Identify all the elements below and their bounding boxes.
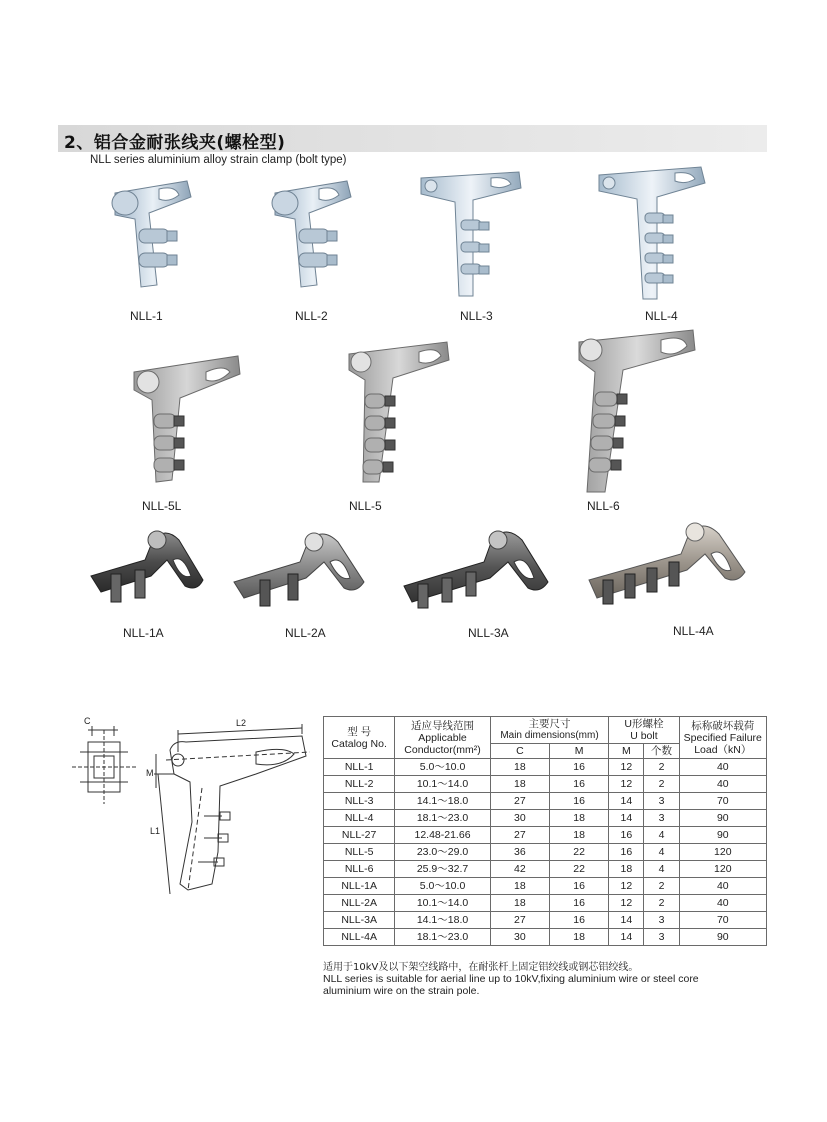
cell-load: 90 (679, 929, 766, 946)
cell-bolt-m: 12 (609, 878, 644, 895)
cell-conductor: 12.48-21.66 (395, 827, 490, 844)
clamp-image (335, 338, 465, 488)
clamp-image (565, 328, 705, 496)
table-row (324, 929, 767, 946)
cell-c: 27 (490, 827, 549, 844)
cell-qty: 3 (644, 793, 679, 810)
product-label: NLL-1 (130, 309, 163, 323)
cell-qty: 3 (644, 912, 679, 929)
cell-m: 16 (550, 776, 609, 793)
header-load-cn: 标称破坏载荷 (691, 719, 755, 732)
product-nll-3a (400, 518, 560, 640)
product-nll-5 (335, 338, 465, 520)
header-load-en1: Specified Failure (683, 731, 762, 744)
spec-table (323, 716, 767, 946)
cell-conductor: 23.0～29.0 (395, 844, 490, 861)
cell-c: 18 (490, 878, 549, 895)
table-row (324, 793, 767, 810)
table-row (324, 895, 767, 912)
product-label: NLL-5L (142, 499, 182, 513)
table-row (324, 759, 767, 776)
table-row (324, 776, 767, 793)
cell-c: 27 (490, 793, 549, 810)
header-model-en: Catalog No. (331, 737, 387, 750)
cell-conductor: 18.1～23.0 (395, 810, 490, 827)
cell-bolt-m: 16 (609, 827, 644, 844)
cell-load: 40 (679, 878, 766, 895)
col-conductor (395, 717, 490, 759)
label-m: M (146, 768, 154, 778)
dimension-diagram (70, 712, 315, 912)
cell-m: 16 (550, 912, 609, 929)
header-dims-en: Main dimensions(mm) (500, 730, 599, 741)
col-catalog (324, 717, 395, 759)
cell-m: 18 (550, 827, 609, 844)
product-nll-4a (585, 512, 755, 640)
cell-qty: 4 (644, 844, 679, 861)
section-subtitle: NLL series aluminium alloy strain clamp (bolt type) (90, 154, 347, 166)
product-label: NLL-4 (645, 309, 678, 323)
product-label: NLL-1A (123, 626, 164, 640)
cell-conductor: 5.0～10.0 (395, 878, 490, 895)
header-conductor-en2: Conductor(mm²) (404, 743, 481, 756)
col-c: C (490, 744, 549, 759)
cell-load: 40 (679, 759, 766, 776)
cell-load: 120 (679, 861, 766, 878)
cell-bolt-m: 12 (609, 895, 644, 912)
cell-bolt-m: 14 (609, 810, 644, 827)
product-nll-4 (595, 165, 725, 325)
cell-bolt-m: 16 (609, 844, 644, 861)
cell-c: 27 (490, 912, 549, 929)
header-model-cn: 型 号 (347, 725, 372, 738)
cell-qty: 3 (644, 810, 679, 827)
cell-m: 16 (550, 878, 609, 895)
cell-qty: 2 (644, 895, 679, 912)
product-nll-2a (230, 520, 380, 640)
header-ubolt-en: U bolt (630, 730, 658, 742)
dimension-drawing (70, 712, 315, 912)
cell-c: 36 (490, 844, 549, 861)
product-nll-2 (255, 175, 395, 325)
clamp-image (120, 350, 260, 490)
label-l1: L1 (150, 826, 161, 836)
cell-m: 22 (550, 844, 609, 861)
product-nll-6 (565, 328, 705, 520)
cell-load: 90 (679, 827, 766, 844)
cell-c: 18 (490, 759, 549, 776)
cell-c: 30 (490, 929, 549, 946)
cell-qty: 2 (644, 776, 679, 793)
cell-conductor: 18.1～23.0 (395, 929, 490, 946)
cell-qty: 3 (644, 929, 679, 946)
cell-bolt-m: 14 (609, 793, 644, 810)
cell-conductor: 10.1～14.0 (395, 895, 490, 912)
product-label: NLL-6 (587, 499, 620, 513)
clamp-image (230, 520, 380, 612)
header-dims-cn: 主要尺寸 (528, 718, 571, 730)
table-row (324, 827, 767, 844)
product-nll-5l (120, 350, 260, 520)
cell-conductor: 25.9～32.7 (395, 861, 490, 878)
product-nll-1 (95, 175, 235, 325)
cell-m: 16 (550, 759, 609, 776)
header-conductor-en1: Applicable (418, 731, 467, 744)
table-row (324, 861, 767, 878)
label-c: C (84, 716, 91, 726)
table-row (324, 844, 767, 861)
cell-m: 18 (550, 810, 609, 827)
clamp-image (400, 518, 560, 612)
note-chinese: 适用于10kV及以下架空线路中，在耐张杆上固定铝绞线或钢芯铝绞线。 (323, 962, 639, 973)
cell-c: 18 (490, 895, 549, 912)
cell-m: 16 (550, 895, 609, 912)
cell-load: 120 (679, 844, 766, 861)
cell-model: NLL-2A (324, 895, 395, 912)
cell-conductor: 14.1～18.0 (395, 793, 490, 810)
header-conductor-cn: 适应导线范围 (411, 719, 475, 732)
clamp-image (85, 520, 225, 612)
table-row (324, 912, 767, 929)
table-row (324, 878, 767, 895)
col-bolt-qty: 个数 (644, 744, 679, 759)
cell-model: NLL-5 (324, 844, 395, 861)
cell-bolt-m: 14 (609, 912, 644, 929)
col-load (679, 717, 766, 759)
clamp-image (595, 165, 725, 303)
cell-load: 70 (679, 793, 766, 810)
product-label: NLL-3 (460, 309, 493, 323)
cell-c: 30 (490, 810, 549, 827)
cell-load: 70 (679, 912, 766, 929)
cell-model: NLL-3A (324, 912, 395, 929)
cell-m: 22 (550, 861, 609, 878)
cell-c: 42 (490, 861, 549, 878)
cell-qty: 2 (644, 759, 679, 776)
cell-model: NLL-6 (324, 861, 395, 878)
cell-c: 18 (490, 776, 549, 793)
cell-bolt-m: 12 (609, 776, 644, 793)
col-ubolt (609, 717, 679, 744)
cell-conductor: 14.1～18.0 (395, 912, 490, 929)
cell-bolt-m: 12 (609, 759, 644, 776)
cell-qty: 4 (644, 827, 679, 844)
cell-bolt-m: 18 (609, 861, 644, 878)
cell-conductor: 10.1～14.0 (395, 776, 490, 793)
cell-qty: 4 (644, 861, 679, 878)
product-nll-3 (415, 170, 545, 325)
product-nll-1a (85, 520, 225, 640)
product-label: NLL-3A (468, 626, 509, 640)
cell-model: NLL-3 (324, 793, 395, 810)
clamp-image (415, 170, 545, 300)
cell-load: 40 (679, 895, 766, 912)
product-label: NLL-2 (295, 309, 328, 323)
section-title: 2、铝合金耐张线夹(螺栓型) (64, 133, 286, 153)
clamp-image (585, 512, 755, 608)
cell-model: NLL-1 (324, 759, 395, 776)
cell-load: 90 (679, 810, 766, 827)
clamp-image (95, 175, 235, 295)
header-ubolt-cn: U形螺栓 (624, 718, 664, 730)
col-dimensions (490, 717, 609, 744)
cell-m: 18 (550, 929, 609, 946)
cell-load: 40 (679, 776, 766, 793)
cell-model: NLL-1A (324, 878, 395, 895)
product-label: NLL-2A (285, 626, 326, 640)
cell-model: NLL-27 (324, 827, 395, 844)
product-label: NLL-4A (673, 624, 714, 638)
product-label: NLL-5 (349, 499, 382, 513)
col-m: M (550, 744, 609, 759)
label-l2: L2 (236, 718, 247, 728)
cell-model: NLL-4 (324, 810, 395, 827)
note-english: NLL series is suitable for aerial line up to 10kV,fixing aluminium wire or steel core aluminium wire on the strain pole. (323, 973, 699, 997)
cell-model: NLL-4A (324, 929, 395, 946)
cell-conductor: 5.0～10.0 (395, 759, 490, 776)
header-load-en2: Load（kN） (694, 743, 752, 756)
cell-bolt-m: 14 (609, 929, 644, 946)
cell-model: NLL-2 (324, 776, 395, 793)
clamp-image (255, 175, 395, 295)
table-row (324, 810, 767, 827)
col-bolt-m: M (609, 744, 644, 759)
cell-m: 16 (550, 793, 609, 810)
cell-qty: 2 (644, 878, 679, 895)
